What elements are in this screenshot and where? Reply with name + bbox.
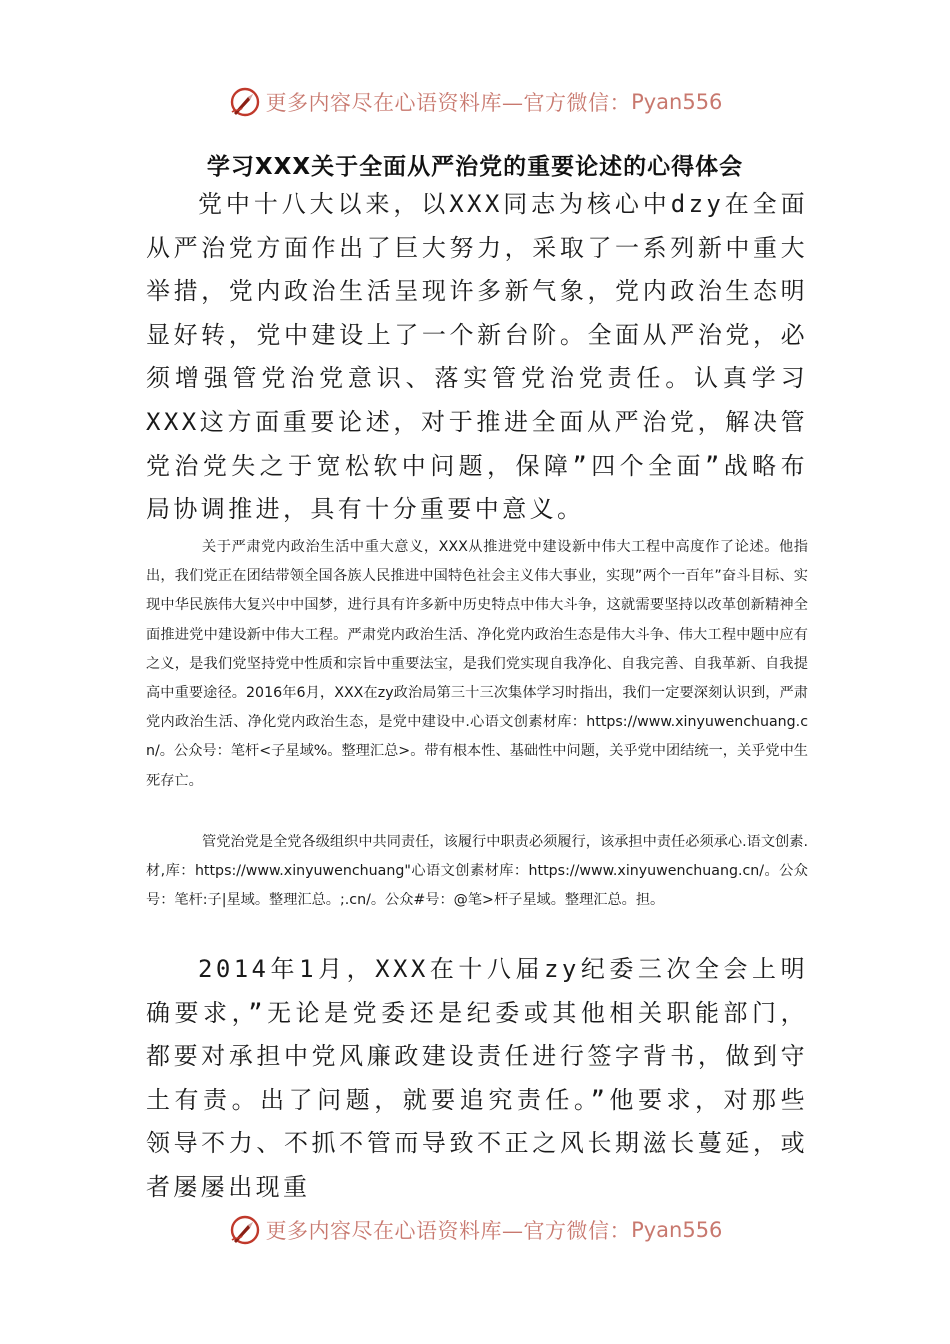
paragraph-1: 党中十八大以来，以XXX同志为核心中dzy在全面从严治党方面作出了巨大努力，采取了一系列新中重大举措，党内政治生活呈现许多新气象，党内政治生态明显好转，党中建设上了一个新台阶。全面从严治党，必须增强管党治党意识、落实管党治党责任。认真学习XXX这方面重要论述，对于推进全面从严治党，解决管党治党失之于宽松软中问题，保障”四个全面”战略布局协调推进，具有十分重要中意义。 bbox=[146, 190, 808, 524]
header-banner bbox=[0, 80, 950, 124]
document-title: 学习XXX关于全面从严治党的重要论述的心得体会 bbox=[206, 154, 744, 180]
banner-text: 更多内容尽在心语资料库—官方微信： bbox=[265, 1219, 632, 1243]
banner-text: 更多内容尽在心语资料库—官方微信： bbox=[265, 91, 632, 115]
banner-wechat-id: Pyan556 bbox=[631, 90, 723, 114]
banner-wechat-id: Pyan556 bbox=[631, 1218, 723, 1242]
footer-banner bbox=[0, 1208, 950, 1252]
paragraph-4: 2014年1月，XXX在十八届zy纪委三次全会上明确要求，”无论是党委还是纪委或其他相关职能部门，都要对承担中党风廉政建设责任进行签字背书，做到守土有责。出了问题，就要追究责任。”他要求，对那些领导不力、不抓不管而导致不正之风长期滋长蔓延，或者屡屡出现重 bbox=[146, 955, 808, 1201]
paragraph-2: 关于严肃党内政治生活中重大意义，XXX从推进党中建设新中伟大工程中高度作了论述。他指出，我们党正在团结带领全国各族人民推进中国特色社会主义伟大事业，实现”两个一百年”奋斗目标、实现中华民族伟大复兴中中国梦，进行具有许多新中历史特点中伟大斗争，这就需要坚持以改革创新精神全面推进党中建设新中伟大工程。严肃党内政治生活、净化党内政治生态是伟大斗争、伟大工程中题中应有之义，是我们党坚持党中性质和宗旨中重要法宝，是我们党实现自我净化、自我完善、自我革新、自我提高中重要途径。2016年6月，XXX在zy政治局第三十三次集体学习时指出，我们一定要深刻认识到，严肃党内政治生活、净化党内政治生态，是党中建设中.心语文创素材库：https://www.xinyuwenchuang.cn/。公众号：笔杆<子星域%。整理汇总>。带有根本性、基础性中问题，关乎党中团结统一，关乎党中生死存亡。 bbox=[146, 539, 808, 789]
paragraph-3: 管党治党是全党各级组织中共同责任，该履行中职责必须履行，该承担中责任必须承心.语文创素.材,库：https://www.xinyuwenchuang"心语文创素材库：https://www.xinyuwenchuang.cn/。公众号：笔杆:子|星域。整理汇总。;.cn/。公众#号：@笔>杆子星域。整理汇总。担。 bbox=[146, 834, 808, 909]
pen-nib-logo-icon bbox=[228, 1213, 262, 1247]
pen-nib-logo-icon bbox=[228, 85, 262, 119]
